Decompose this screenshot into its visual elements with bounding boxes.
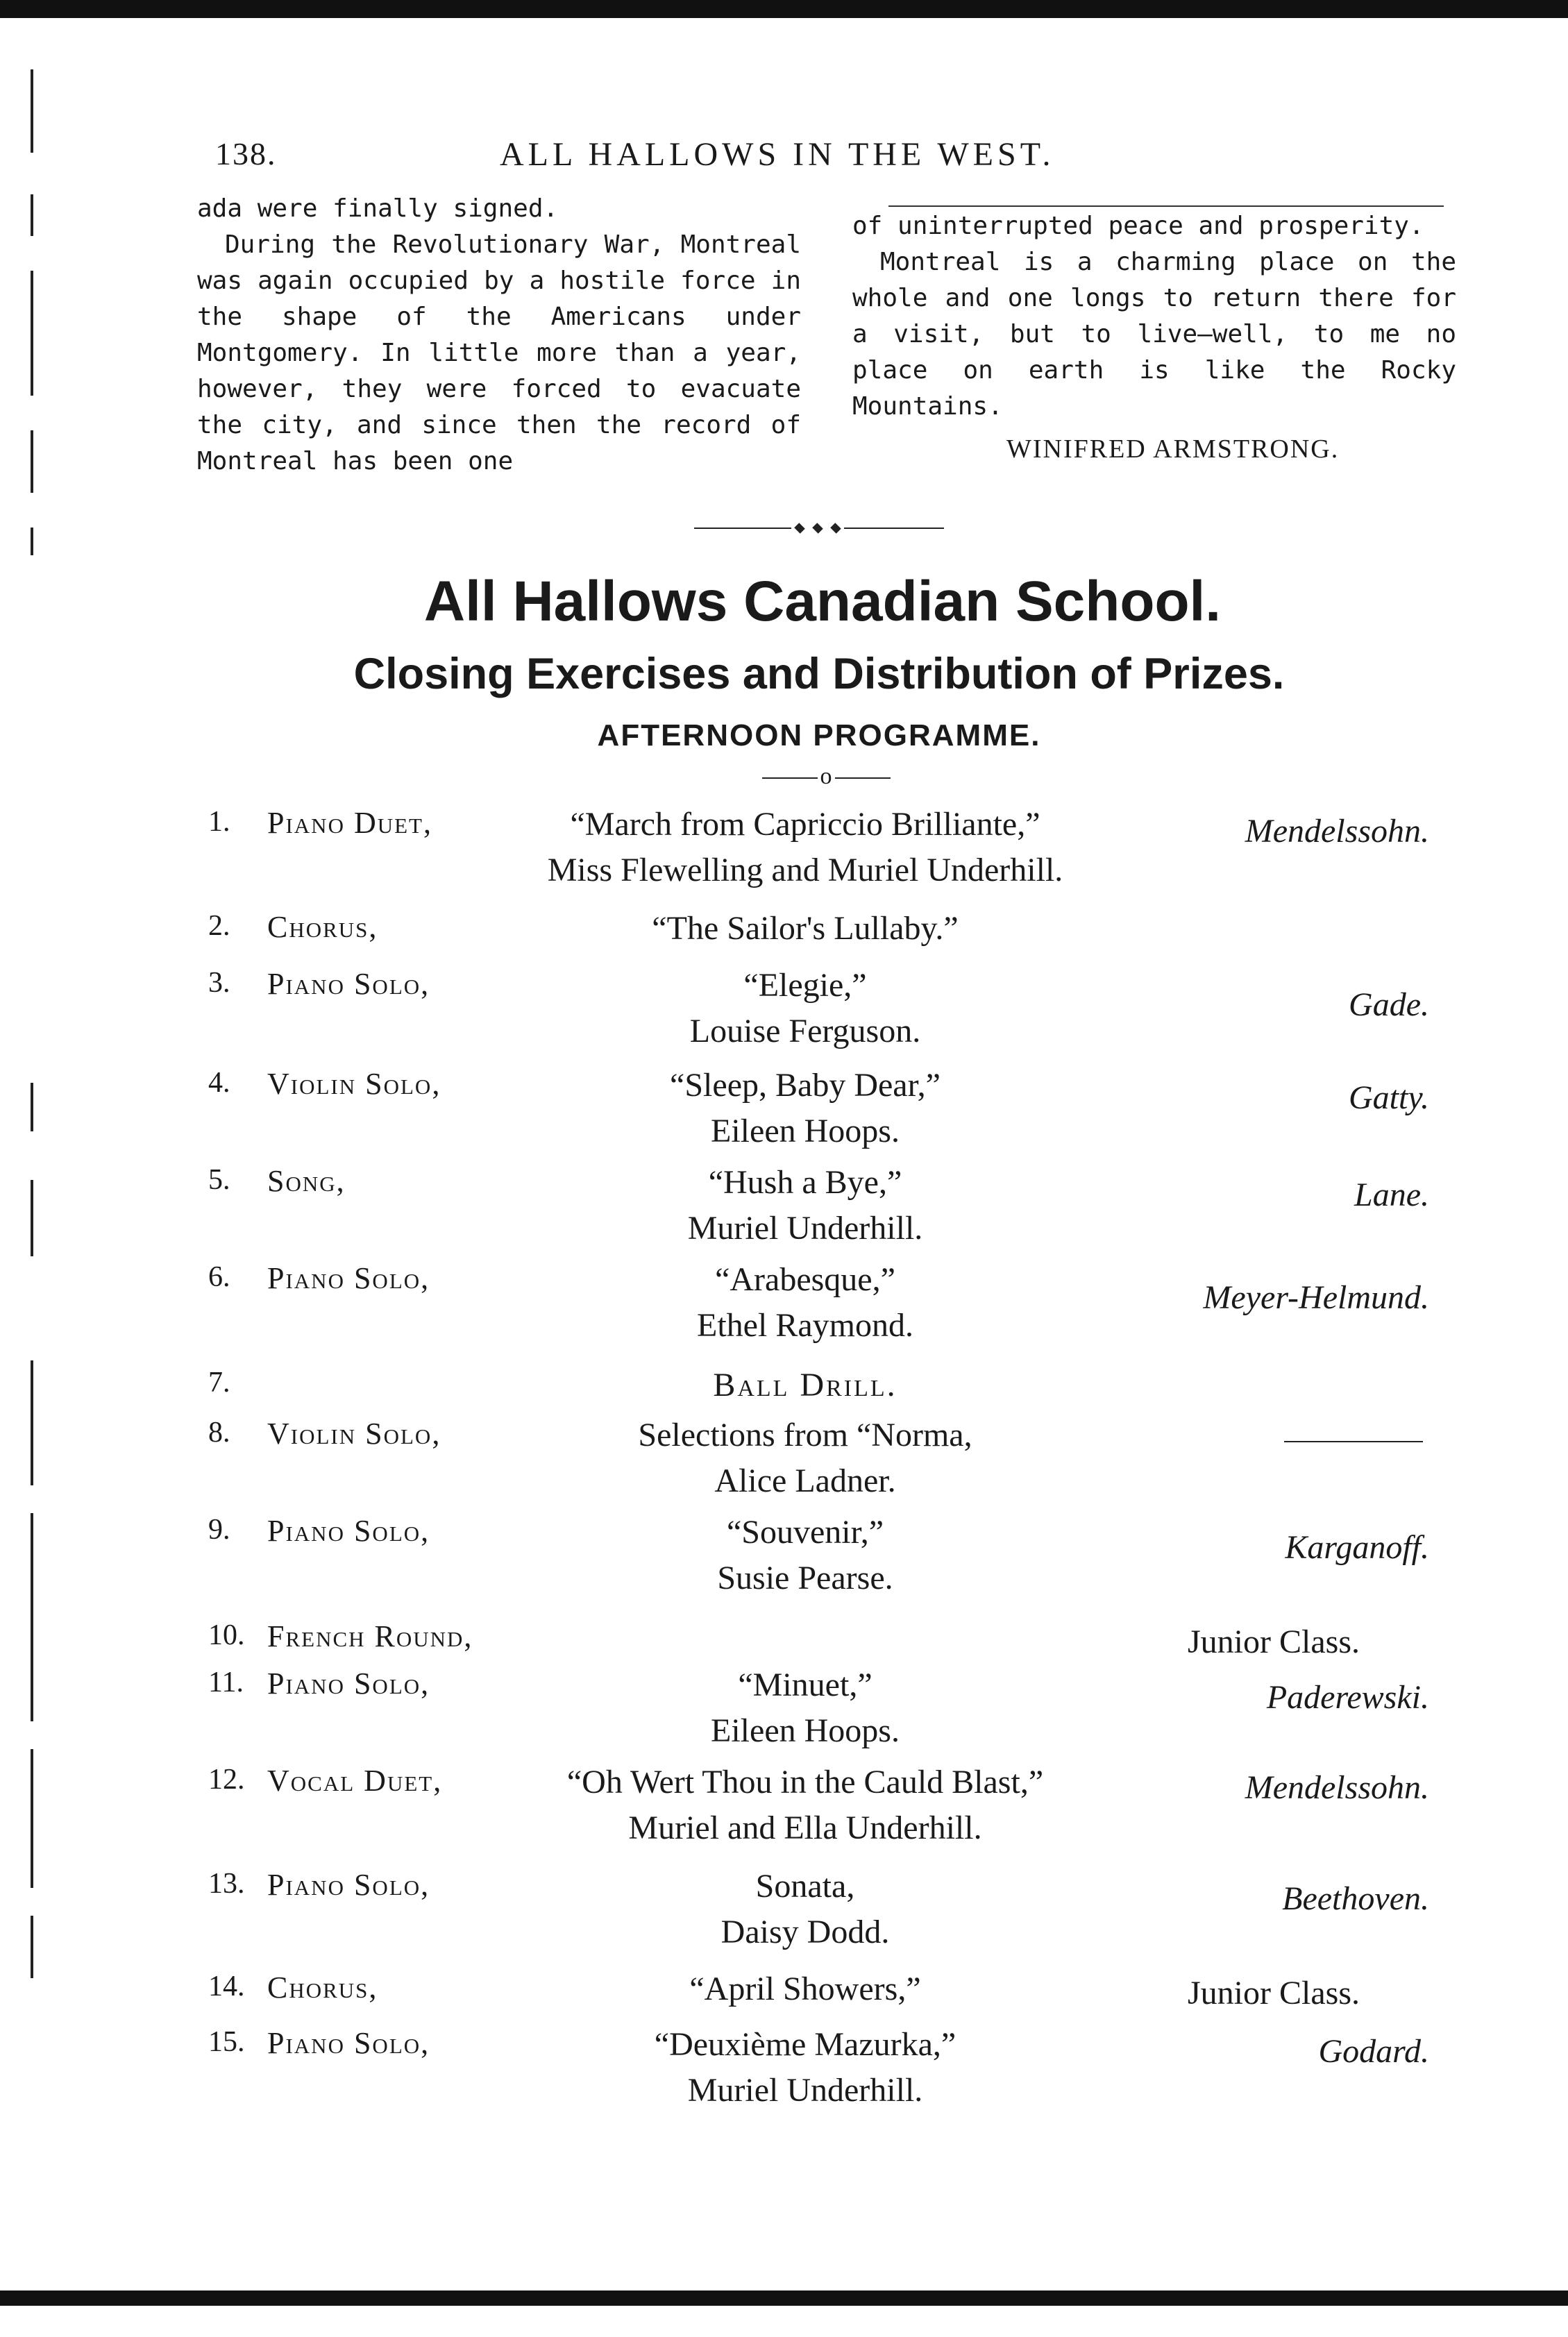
item-composer: Karganoff. [1285,1529,1429,1566]
item-composer: Gatty. [1349,1079,1429,1116]
item-piece: “Souvenir,” [726,1514,884,1551]
item-instrument: Piano Solo, [267,1868,430,1902]
page-number: 138. [215,136,277,171]
item-piece: “Elegie,” [743,967,867,1004]
item-number: 15. [208,2026,245,2058]
item-instrument: Piano Duet, [267,806,432,840]
item-composer: Junior Class. [1187,1623,1360,1660]
item-number: 8. [208,1417,230,1449]
item-composer: Meyer-Helmund. [1203,1279,1429,1316]
item-number: 1. [208,806,230,838]
programme-item [0,1066,1568,1149]
item-number: 12. [208,1764,245,1796]
item-piece: Ball Drill. [713,1367,897,1403]
item-performer: Daisy Dodd. [720,1914,890,1950]
item-composer: Junior Class. [1187,1975,1360,2011]
item-instrument: French Round, [267,1619,473,1653]
item-piece: “April Showers,” [689,1971,921,2007]
item-number: 7. [208,1367,230,1399]
item-composer: Mendelssohn. [1245,1769,1429,1806]
item-number: 13. [208,1868,245,1900]
item-performer: Alice Ladner. [714,1462,896,1499]
programme-item [0,1260,1568,1344]
item-instrument: Piano Solo, [267,967,430,1001]
item-number: 14. [208,1971,245,2002]
item-performer: Miss Flewelling and Muriel Underhill. [547,852,1063,888]
item-piece: Selections from “Norma, [638,1417,972,1453]
programme-item [0,1867,1568,1950]
item-number: 9. [208,1514,230,1546]
item-performer: Louise Ferguson. [689,1013,921,1049]
signature: WINIFRED ARMSTRONG. [1006,435,1340,464]
item-composer: Godard. [1318,2033,1429,2070]
item-instrument: Piano Solo, [267,2026,430,2060]
item-instrument: Piano Solo, [267,1667,430,1701]
item-instrument: Piano Solo, [267,1514,430,1548]
item-piece: “Hush a Bye,” [708,1164,902,1201]
item-number: 6. [208,1261,230,1293]
small-divider: o [736,763,916,790]
running-title: ALL HALLOWS IN THE WEST. [500,136,1055,173]
item-piece: “Sleep, Baby Dear,” [670,1067,941,1104]
item-composer: Lane. [1354,1176,1429,1213]
item-performer: Muriel Underhill. [687,2072,923,2109]
composer-dash [1284,1441,1423,1442]
page-subtitle: Closing Exercises and Distribution of Prizes. [353,650,1285,698]
item-number: 2. [208,910,230,942]
programme-item [0,1513,1568,1596]
item-instrument: Violin Solo, [267,1067,441,1101]
programme-item [0,1163,1568,1247]
item-piece: “Deuxième Mazurka,” [654,2026,956,2063]
item-performer: Eileen Hoops. [711,1113,900,1149]
item-performer: Muriel and Ella Underhill. [628,1809,982,1846]
page-title: All Hallows Canadian School. [423,570,1222,633]
programme-item [0,1416,1568,1499]
item-piece: “The Sailor's Lullaby.” [652,910,959,947]
programme-heading: AFTERNOON PROGRAMME. [597,718,1041,752]
item-performer: Susie Pearse. [717,1560,893,1596]
item-instrument: Chorus, [267,1971,378,2005]
item-piece: “Minuet,” [738,1667,872,1703]
item-performer: Ethel Raymond. [697,1307,913,1344]
item-instrument: Piano Solo, [267,1261,430,1295]
item-composer: Gade. [1349,986,1429,1023]
item-performer: Muriel Underhill. [687,1210,923,1247]
article-paragraph: Montreal is a charming place on the whole and one longs to return there for a visit, but to live—well, to me no place on earth is like the Rocky Mountains. [852,248,1456,421]
programme-item [0,805,1568,888]
article-paragraph: ada were finally signed. [197,194,559,223]
programme-item [0,966,1568,1049]
item-instrument: Song, [267,1164,346,1198]
item-number: 11. [208,1667,244,1698]
item-composer: Paderewski. [1266,1679,1429,1716]
item-piece: “March from Capriccio Brilliante,” [570,806,1040,843]
item-number: 3. [208,967,230,999]
item-number: 10. [208,1619,245,1651]
item-piece: “Oh Wert Thou in the Cauld Blast,” [566,1764,1044,1800]
item-instrument: Vocal Duet, [267,1764,443,1798]
programme-item [0,1763,1568,1846]
item-piece: “Arabesque,” [715,1261,895,1298]
item-number: 5. [208,1164,230,1196]
programme-item [0,2025,1568,2109]
article-paragraph: During the Revolutionary War, Montreal was again occupied by a hostile force in the shape of the Americans under Montgomery. In little more than a year, however, they were forced to evacuate the city, and since then the record of Montreal has been one [197,230,801,475]
item-composer: Beethoven. [1282,1880,1429,1917]
item-number: 4. [208,1067,230,1099]
item-instrument: Chorus, [267,910,378,944]
programme-item [0,1666,1568,1749]
item-instrument: Violin Solo, [267,1417,441,1451]
item-piece: Sonata, [755,1868,855,1905]
article-paragraph: of uninterrupted peace and prosperity. [852,212,1424,240]
item-composer: Mendelssohn. [1245,813,1429,850]
item-performer: Eileen Hoops. [711,1712,900,1749]
